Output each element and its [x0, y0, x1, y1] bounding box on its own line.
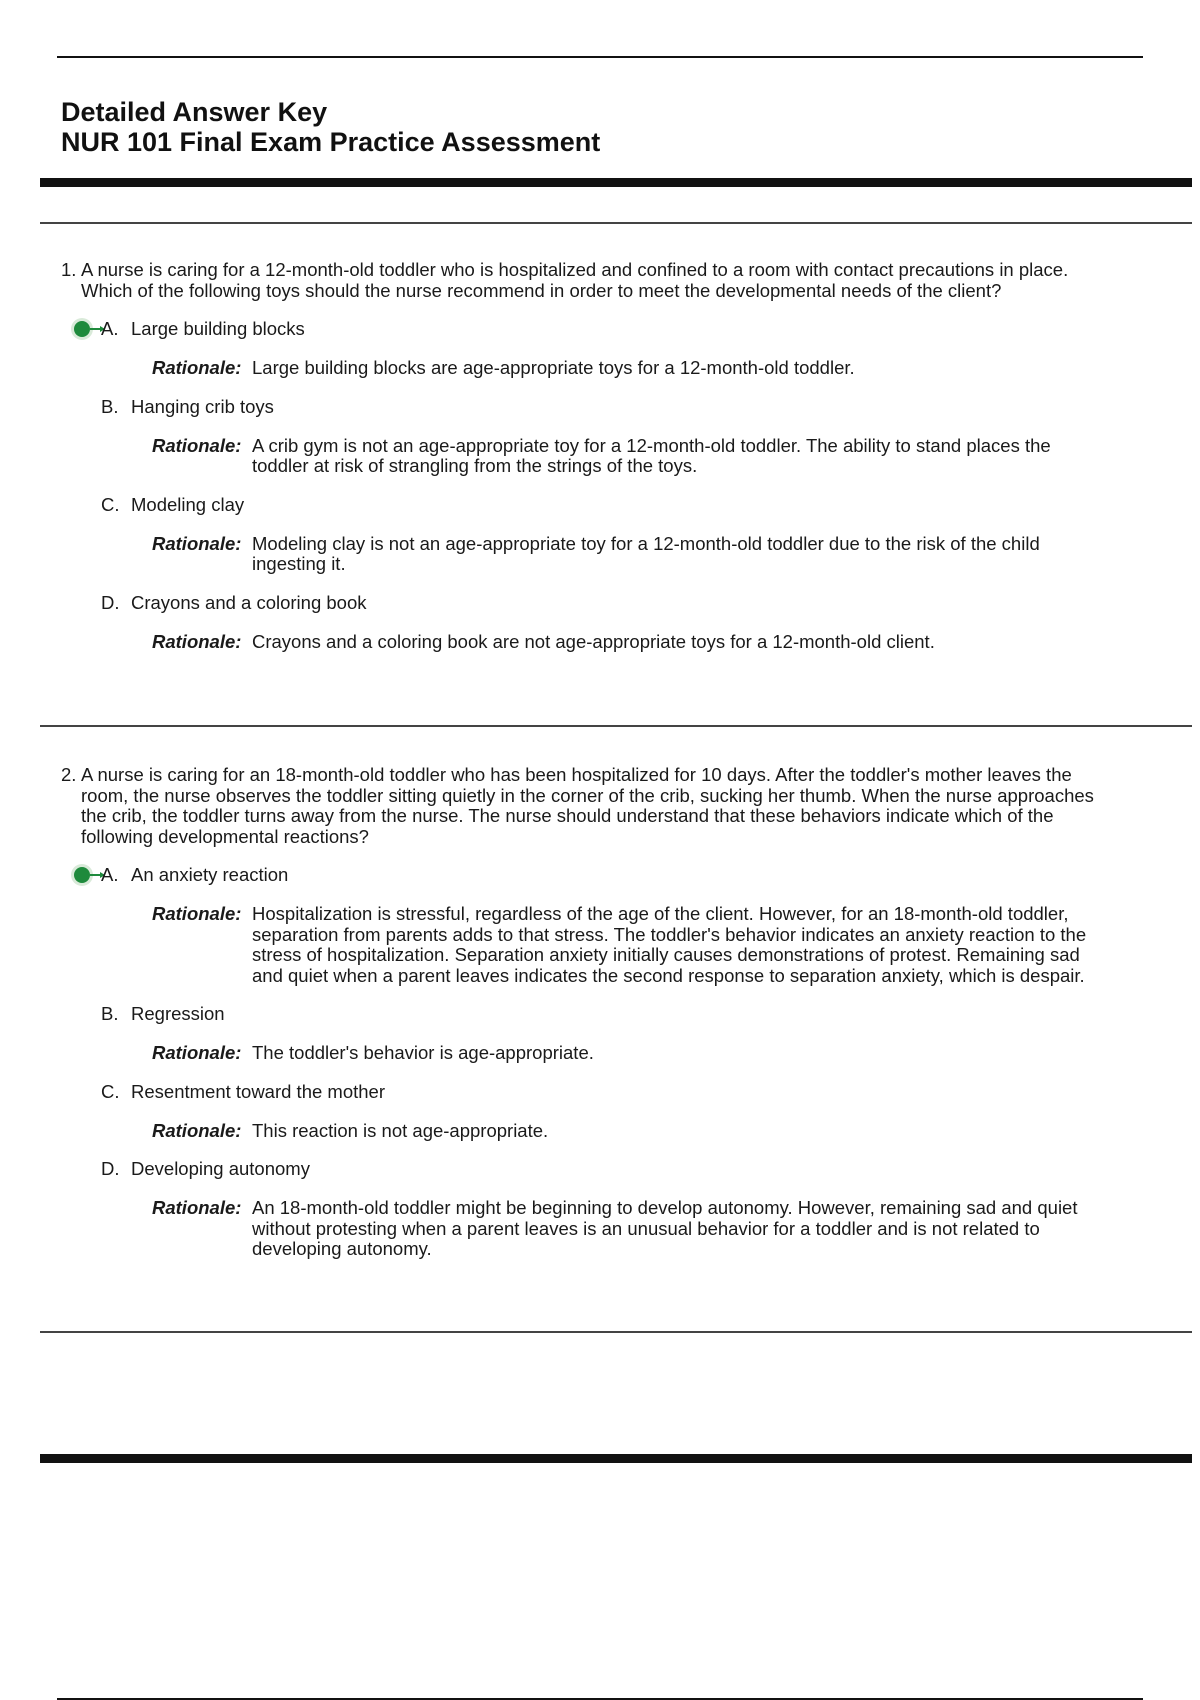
option-letter: C. [101, 1080, 120, 1102]
rationale-label: Rationale: [152, 630, 242, 652]
option-text: Regression [131, 1003, 225, 1024]
option-letter: A. [101, 864, 119, 885]
rationale-text: Hospitalization is stressful, regardless of the age of the client. However, for an 18-month-old toddler, separation from parents adds to that stress. The toddler's behavior indicates an anxiety reaction to the stress of hospitalization. Separation anxiety initially causes demonstrations of protest. Remaining sad and quiet when a parent leaves indicates the second response to separation anxiety, which is despair. [252, 903, 1087, 986]
rationale-d [152, 632, 1111, 653]
option-d [101, 1159, 1111, 1179]
rationale-label: Rationale: [152, 1197, 242, 1218]
option-letter: A. [101, 318, 119, 339]
rationale-d [152, 1198, 1111, 1260]
option-text: Hanging crib toys [131, 395, 274, 417]
option-text: Resentment toward the mother [131, 1080, 385, 1102]
rationale-c [152, 534, 1111, 575]
option-c [101, 495, 1111, 515]
option-letter: B. [101, 395, 119, 417]
question-text: A nurse is caring for a 12-month-old toddler who is hospitalized and confined to a room with contact precautions in place. Which of the following toys should the nurse recommend in order to meet the developmental needs of the client? [81, 259, 1069, 301]
top-thin-rule [57, 56, 1143, 58]
question-stem [61, 765, 1111, 847]
question-text: A nurse is caring for an 18-month-old toddler who has been hospitalized for 10 days. After the toddler's mother leaves the room, the nurse observes the toddler sitting quietly in the corner of the crib, sucking her thumb. When the nurse approaches the crib, the toddler turns away from the nurse. The nurse should understand that these behaviors indicate which of the following developmental reactions? [81, 764, 1094, 847]
rationale-c [152, 1121, 1111, 1142]
title-line-1: Detailed Answer Key [61, 97, 328, 127]
question-2 [61, 765, 1111, 1260]
rationale-label: Rationale: [152, 903, 242, 924]
option-a [101, 319, 1111, 339]
rationale-label: Rationale: [152, 357, 242, 378]
header-thick-rule [40, 178, 1192, 187]
option-a [101, 865, 1111, 885]
option-text: Crayons and a coloring book [131, 591, 367, 613]
option-text: Large building blocks [131, 318, 305, 339]
option-letter: D. [101, 1158, 120, 1179]
rationale-label: Rationale: [152, 1042, 242, 1063]
rationale-text: The toddler's behavior is age-appropriate. [252, 1042, 594, 1063]
option-b [101, 1004, 1111, 1024]
question-number: 1. [61, 259, 77, 280]
option-text: An anxiety reaction [131, 864, 289, 885]
rationale-label: Rationale: [152, 532, 242, 554]
question-number: 2. [61, 764, 77, 785]
rationale-b [152, 1043, 1111, 1064]
rationale-text: Large building blocks are age-appropriate toys for a 12-month-old toddler. [252, 357, 855, 378]
option-b [101, 397, 1111, 417]
option-d [101, 593, 1111, 613]
rationale-text: An 18-month-old toddler might be beginning to develop autonomy. However, remaining sad and quiet without protesting when a parent leaves is an unusual behavior for a toddler and is not related to developing autonomy. [252, 1197, 1078, 1259]
footer-thick-rule [40, 1454, 1192, 1463]
option-letter: C. [101, 493, 120, 515]
section-rule-3 [40, 1331, 1192, 1333]
rationale-text: Modeling clay is not an age-appropriate toy for a 12-month-old toddler due to the risk of the child ingesting it. [252, 532, 1040, 574]
rationale-label: Rationale: [152, 434, 242, 456]
section-rule-1 [40, 222, 1192, 224]
option-c [101, 1082, 1111, 1102]
title-line-2: NUR 101 Final Exam Practice Assessment [61, 127, 601, 157]
option-letter: B. [101, 1003, 119, 1024]
rationale-label: Rationale: [152, 1119, 242, 1141]
document-title [61, 97, 600, 157]
question-stem [61, 260, 1111, 301]
section-rule-2 [40, 725, 1192, 727]
option-letter: D. [101, 591, 120, 613]
rationale-text: A crib gym is not an age-appropriate toy for a 12-month-old toddler. The ability to stand places the toddler at risk of strangling from the strings of the toys. [252, 434, 1051, 476]
option-text: Developing autonomy [131, 1158, 310, 1179]
rationale-a [152, 358, 1111, 379]
rationale-text: Crayons and a coloring book are not age-appropriate toys for a 12-month-old client. [252, 630, 935, 652]
rationale-text: This reaction is not age-appropriate. [252, 1119, 549, 1141]
question-1 [61, 260, 1111, 652]
option-text: Modeling clay [131, 493, 245, 515]
rationale-a [152, 904, 1111, 986]
rationale-b [152, 436, 1111, 477]
